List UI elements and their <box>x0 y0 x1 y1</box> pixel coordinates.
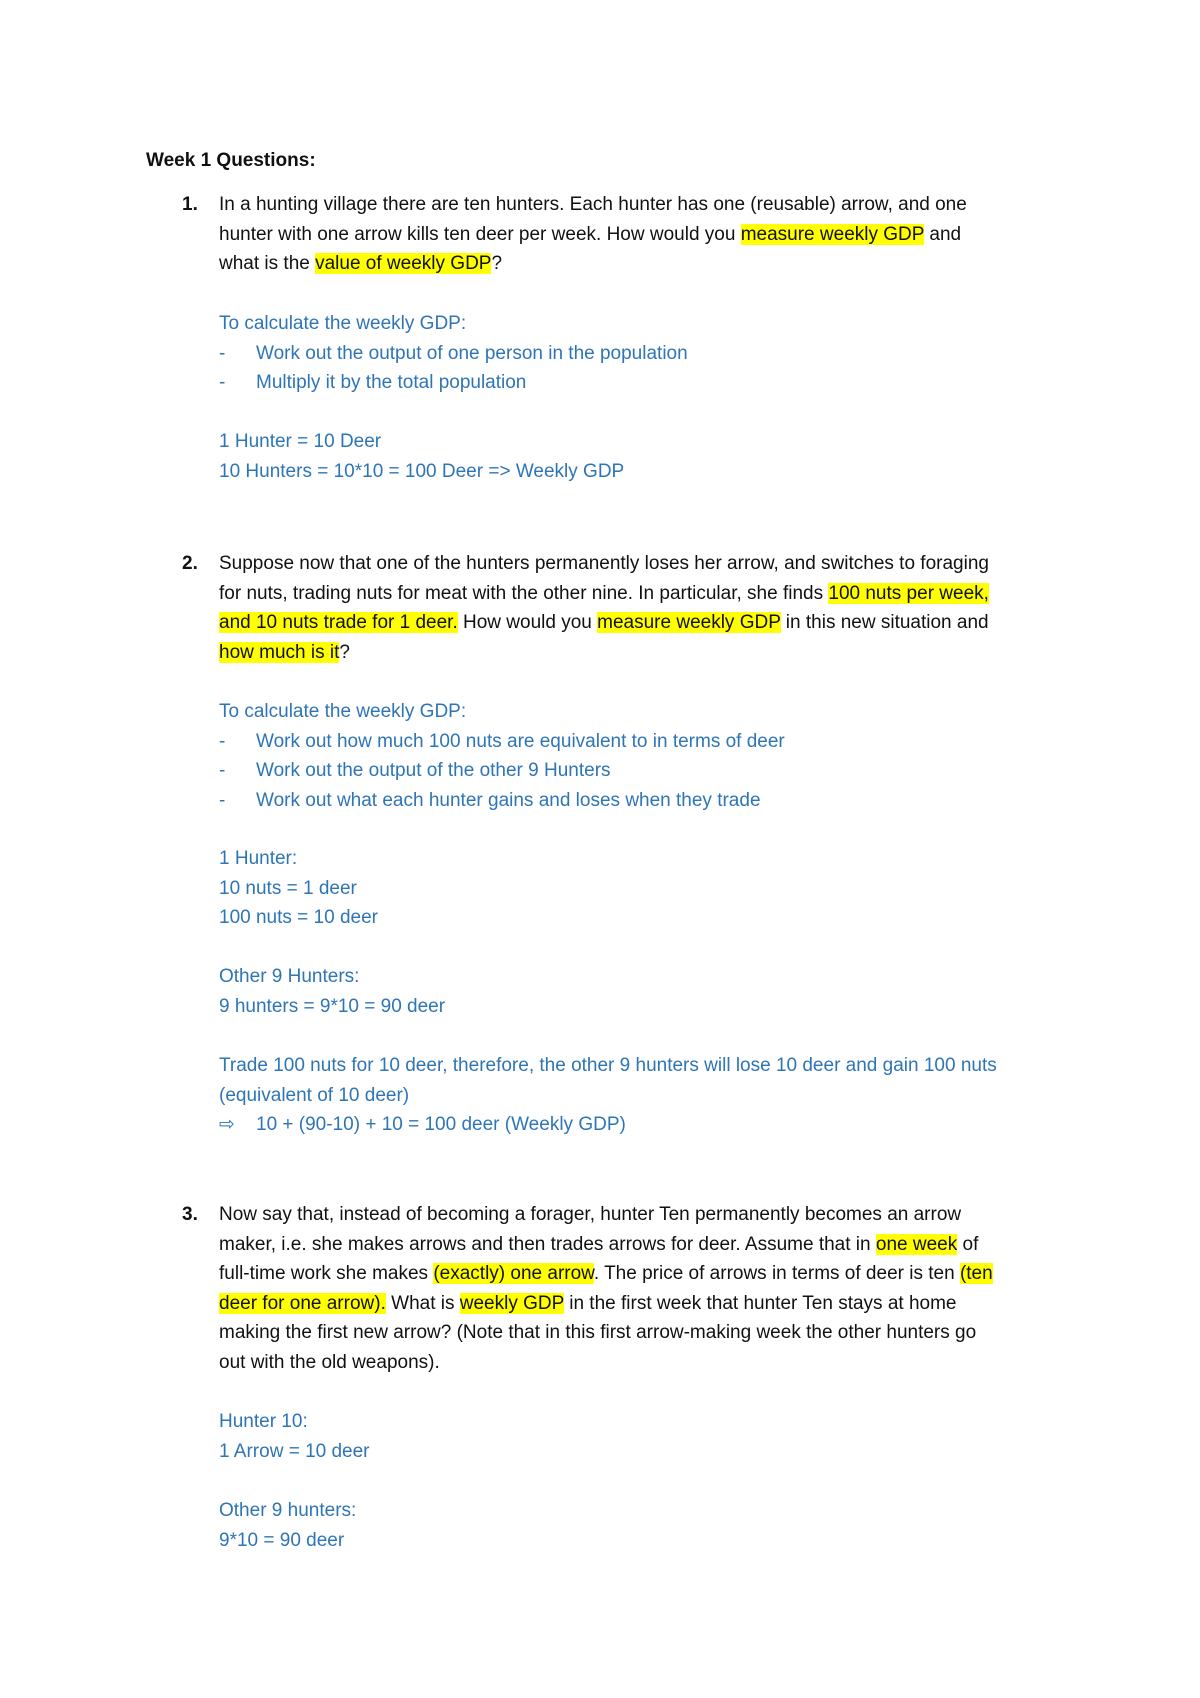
highlight: how much is it <box>219 641 340 663</box>
list-item: - Multiply it by the total population <box>219 372 527 393</box>
highlight: deer for one arrow). <box>219 1292 386 1314</box>
highlight: and 10 nuts trade for 1 deer. <box>219 612 458 633</box>
answer-2-one-hunter: 1 Hunter: 10 nuts = 1 deer 100 nuts = 10 deer <box>219 848 378 928</box>
answer-2: To calculate the weekly GDP: - Work out how much 100 nuts are equivalent to in terms of deer - Work out the output of the other 9 Hunters - Work out what each hunter gains and loses when they trade <box>219 697 785 815</box>
answer-3-hunter-ten: Hunter 10: 1 Arrow = 10 deer <box>219 1411 370 1462</box>
result-line: ⇨ 10 + (90-10) + 10 = 100 deer (Weekly GDP) <box>219 1110 997 1140</box>
list-item: - Work out the output of one person in the population <box>219 342 688 364</box>
highlight: (ten <box>959 1263 993 1284</box>
answer-1-calculation: 1 Hunter = 10 Deer 10 Hunters = 10*10 = 100 Deer => Weekly GDP <box>219 431 625 482</box>
highlight: value of weekly GDP <box>315 253 492 274</box>
page-title: Week 1 Questions: <box>146 150 316 171</box>
list-item: - Work out how much 100 nuts are equivalent to in terms of deer <box>219 730 785 752</box>
question-3-text: Now say that, instead of becoming a forager, hunter Ten permanently becomes an arrow maker, i.e. she makes arrows and then trades arrows for deer. Assume that in one week of full-time work she makes (exactly) one arrow. The price of arrows in terms of deer is ten (ten deer for one arrow). What is weekly GDP in the first week that hunter Ten stays at home making the first new arrow? (Note that in this first arrow-making week the other hunters go out with the old weapons). <box>219 1204 993 1373</box>
question-1-number: 1. <box>182 194 198 215</box>
answer-2-other-hunters: Other 9 Hunters: 9 hunters = 9*10 = 90 deer <box>219 966 446 1017</box>
highlight: measure weekly GDP <box>597 612 781 633</box>
question-2-number: 2. <box>182 553 198 574</box>
answer-1: To calculate the weekly GDP: - Work out the output of one person in the population - Multiply it by the total population <box>219 309 688 398</box>
question-1-text: In a hunting village there are ten hunters. Each hunter has one (reusable) arrow, and one hunter with one arrow kills ten deer per week. How would you measure weekly GDP and what is the value of weekly GDP? <box>219 194 967 274</box>
highlight: 100 nuts per week, <box>828 582 989 604</box>
answer-3-other-hunters: Other 9 hunters: 9*10 = 90 deer <box>219 1500 357 1551</box>
arrow-icon: ⇨ <box>219 1114 235 1135</box>
highlight: (exactly) one arrow <box>433 1263 594 1284</box>
highlight: measure weekly GDP <box>740 223 925 245</box>
highlight: one week <box>875 1233 958 1255</box>
highlight: weekly GDP <box>459 1292 564 1314</box>
answer-2-trade: Trade 100 nuts for 10 deer, therefore, the other 9 hunters will lose 10 deer and gain 100 nuts (equivalent of 10 deer) ⇨ 10 + (90-10) + 10 = 100 deer (Weekly GDP) <box>219 1051 997 1140</box>
question-3-number: 3. <box>182 1204 198 1225</box>
list-item: - Work out the output of the other 9 Hunters <box>219 760 611 781</box>
question-2-text: Suppose now that one of the hunters permanently loses her arrow, and switches to foraging for nuts, trading nuts for meat with the other nine. In particular, she finds 100 nuts per week, and 10 nuts trade for 1 deer. How would you measure weekly GDP in this new situation and how much is it? <box>219 553 989 663</box>
list-item: - Work out what each hunter gains and loses when they trade <box>219 789 761 811</box>
